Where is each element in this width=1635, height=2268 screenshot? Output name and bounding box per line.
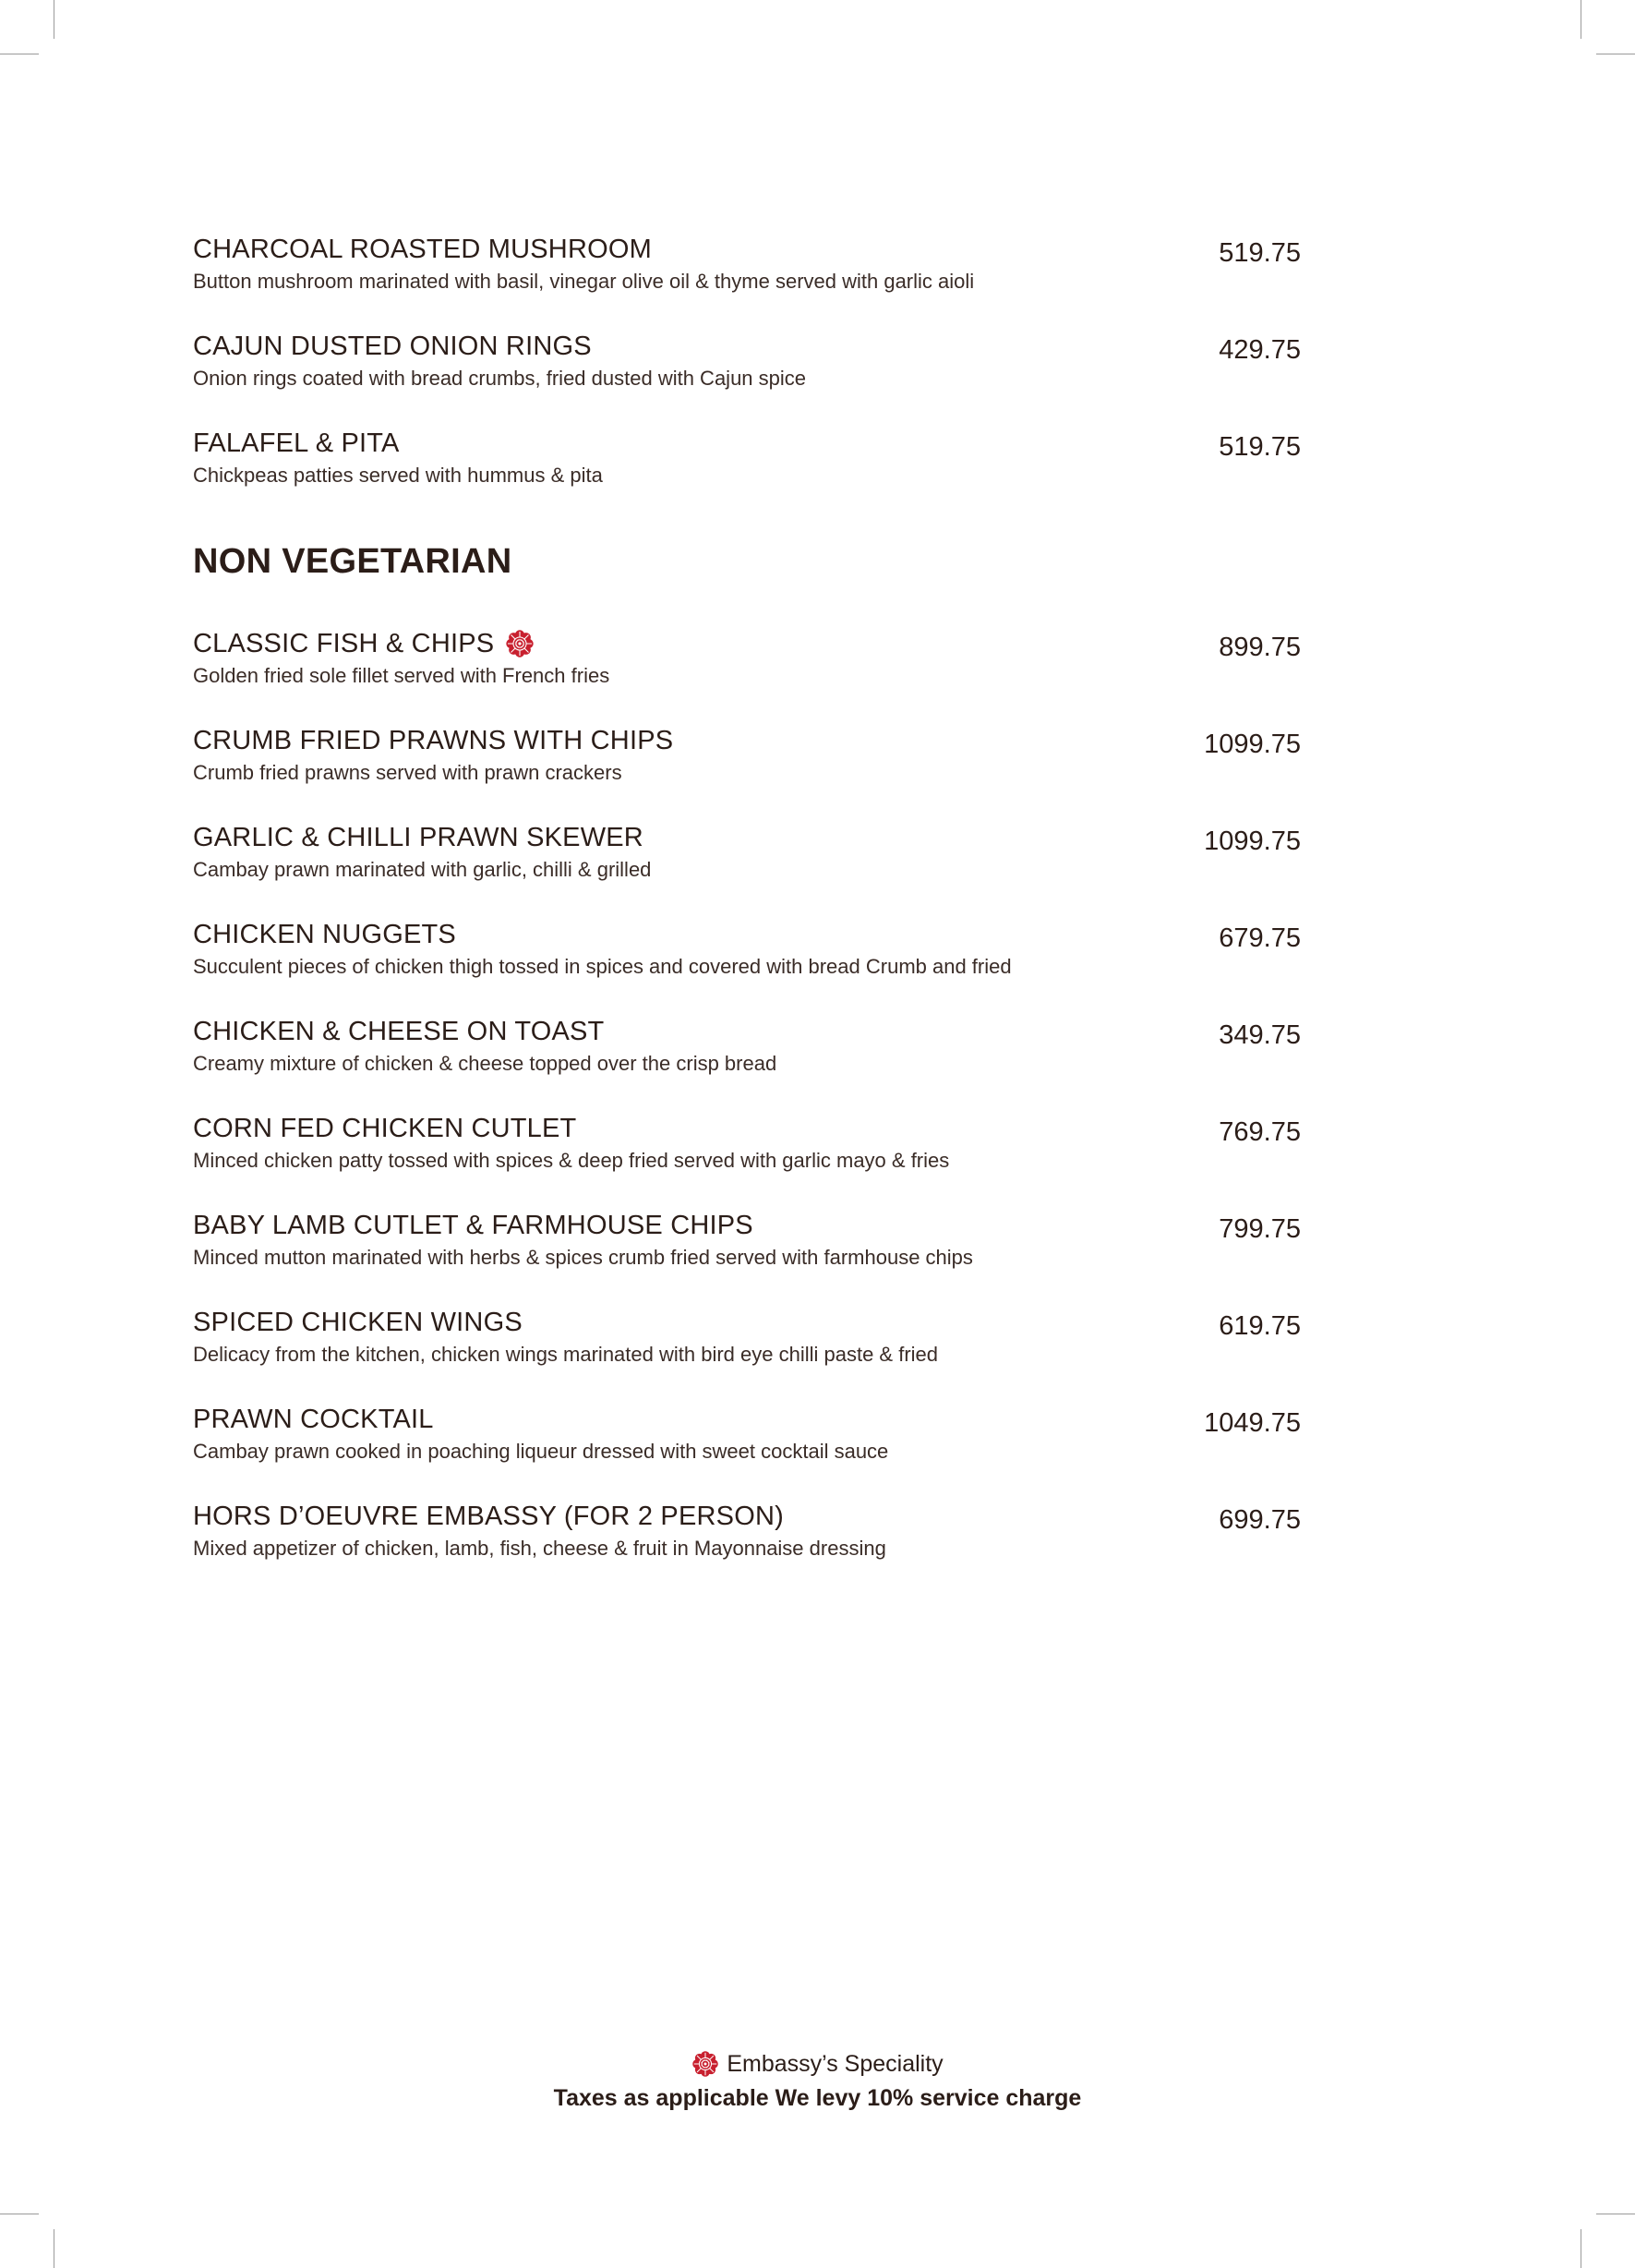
menu-item-price: 349.75 [1219,1020,1301,1050]
menu-item-price: 699.75 [1219,1505,1301,1535]
menu-item [193,1403,1301,1500]
menu-item-description: Creamy mixture of chicken & cheese topped over the crisp bread [193,1052,777,1075]
menu-item-price: 899.75 [1219,633,1301,662]
menu-item-description: Minced chicken patty tossed with spices & deep fried served with garlic mayo & fries [193,1149,950,1172]
menu-item-name: CHICKEN & CHEESE ON TOAST [193,1017,605,1046]
flower-icon [505,629,535,658]
menu-item-name: PRAWN COCKTAIL [193,1405,434,1434]
menu-item-description: Chickpeas patties served with hummus & pita [193,464,603,487]
menu-item-price: 619.75 [1219,1311,1301,1341]
menu-item-description: Succulent pieces of chicken thigh tossed in spices and covered with bread Crumb and fried [193,955,1012,978]
menu-item-description: Mixed appetizer of chicken, lamb, fish, cheese & fruit in Mayonnaise dressing [193,1537,886,1560]
menu-item-name-row [193,1015,1301,1048]
menu-item [193,233,1301,330]
flower-icon [691,2050,719,2078]
menu-item-name: SPICED CHICKEN WINGS [193,1308,523,1337]
menu-item-description: Button mushroom marinated with basil, vinegar olive oil & thyme served with garlic aioli [193,270,975,293]
menu-item-name-row [193,1500,1301,1533]
menu-item-description: Cambay prawn cooked in poaching liqueur dressed with sweet cocktail sauce [193,1440,889,1463]
menu-item [193,330,1301,427]
menu-item-description: Delicacy from the kitchen, chicken wings marinated with bird eye chilli paste & fried [193,1343,939,1366]
section-title: NON VEGETARIAN [193,542,512,581]
menu-item-name-row [193,233,1301,266]
menu-item-price: 799.75 [1219,1214,1301,1244]
legend-label: Embassy’s Speciality [727,2051,944,2077]
menu-item-description: Crumb fried prawns served with prawn crackers [193,761,622,784]
menu-item-price: 519.75 [1219,432,1301,462]
menu-item-name: HORS D’OEUVRE EMBASSY (FOR 2 PERSON) [193,1502,784,1531]
tax-note: Taxes as applicable We levy 10% service charge [553,2085,1082,2111]
menu-item [193,427,1301,524]
menu-item-price: 429.75 [1219,335,1301,365]
menu-item-name: CHARCOAL ROASTED MUSHROOM [193,235,652,264]
menu-item [193,821,1301,918]
menu-item-name-row [193,427,1301,460]
menu-item-name-row [193,821,1301,854]
menu-item-name: CHICKEN NUGGETS [193,920,456,949]
menu-item-description: Onion rings coated with bread crumbs, fried dusted with Cajun spice [193,367,807,390]
menu-item-price: 679.75 [1219,923,1301,953]
menu-item-name: BABY LAMB CUTLET & FARMHOUSE CHIPS [193,1211,753,1240]
menu-item-name: CLASSIC FISH & CHIPS [193,629,495,658]
menu-item-name-row [193,1403,1301,1436]
speciality-legend [691,2048,943,2080]
menu-item-description: Cambay prawn marinated with garlic, chilli & grilled [193,858,652,881]
menu-item [193,1112,1301,1209]
menu-list [193,233,1301,1597]
menu-item-name-row [193,918,1301,951]
menu-item-price: 1099.75 [1204,826,1301,856]
menu-item-name-row [193,1112,1301,1145]
menu-item-name-row [193,330,1301,363]
menu-item-name: GARLIC & CHILLI PRAWN SKEWER [193,823,643,852]
menu-item [193,627,1301,724]
menu-item-description: Golden fried sole fillet served with French fries [193,664,610,687]
menu-item-name: FALAFEL & PITA [193,428,400,458]
menu-item-description: Minced mutton marinated with herbs & spices crumb fried served with farmhouse chips [193,1246,973,1269]
menu-item [193,918,1301,1015]
menu-item-name: CAJUN DUSTED ONION RINGS [193,332,592,361]
menu-item [193,1500,1301,1597]
menu-item-name-row [193,627,1301,660]
menu-item [193,1209,1301,1306]
menu-item-name-row [193,1209,1301,1242]
menu-item-price: 1049.75 [1204,1408,1301,1438]
menu-item-name-row [193,724,1301,757]
menu-item-name: CORN FED CHICKEN CUTLET [193,1114,577,1143]
menu-item [193,724,1301,821]
menu-item-price: 519.75 [1219,238,1301,268]
menu-item [193,1015,1301,1112]
menu-item [193,1306,1301,1403]
menu-item-price: 1099.75 [1204,730,1301,759]
menu-item-price: 769.75 [1219,1117,1301,1147]
footer [0,2048,1635,2114]
menu-item-name-row [193,1306,1301,1339]
menu-item-name: CRUMB FRIED PRAWNS WITH CHIPS [193,726,674,755]
